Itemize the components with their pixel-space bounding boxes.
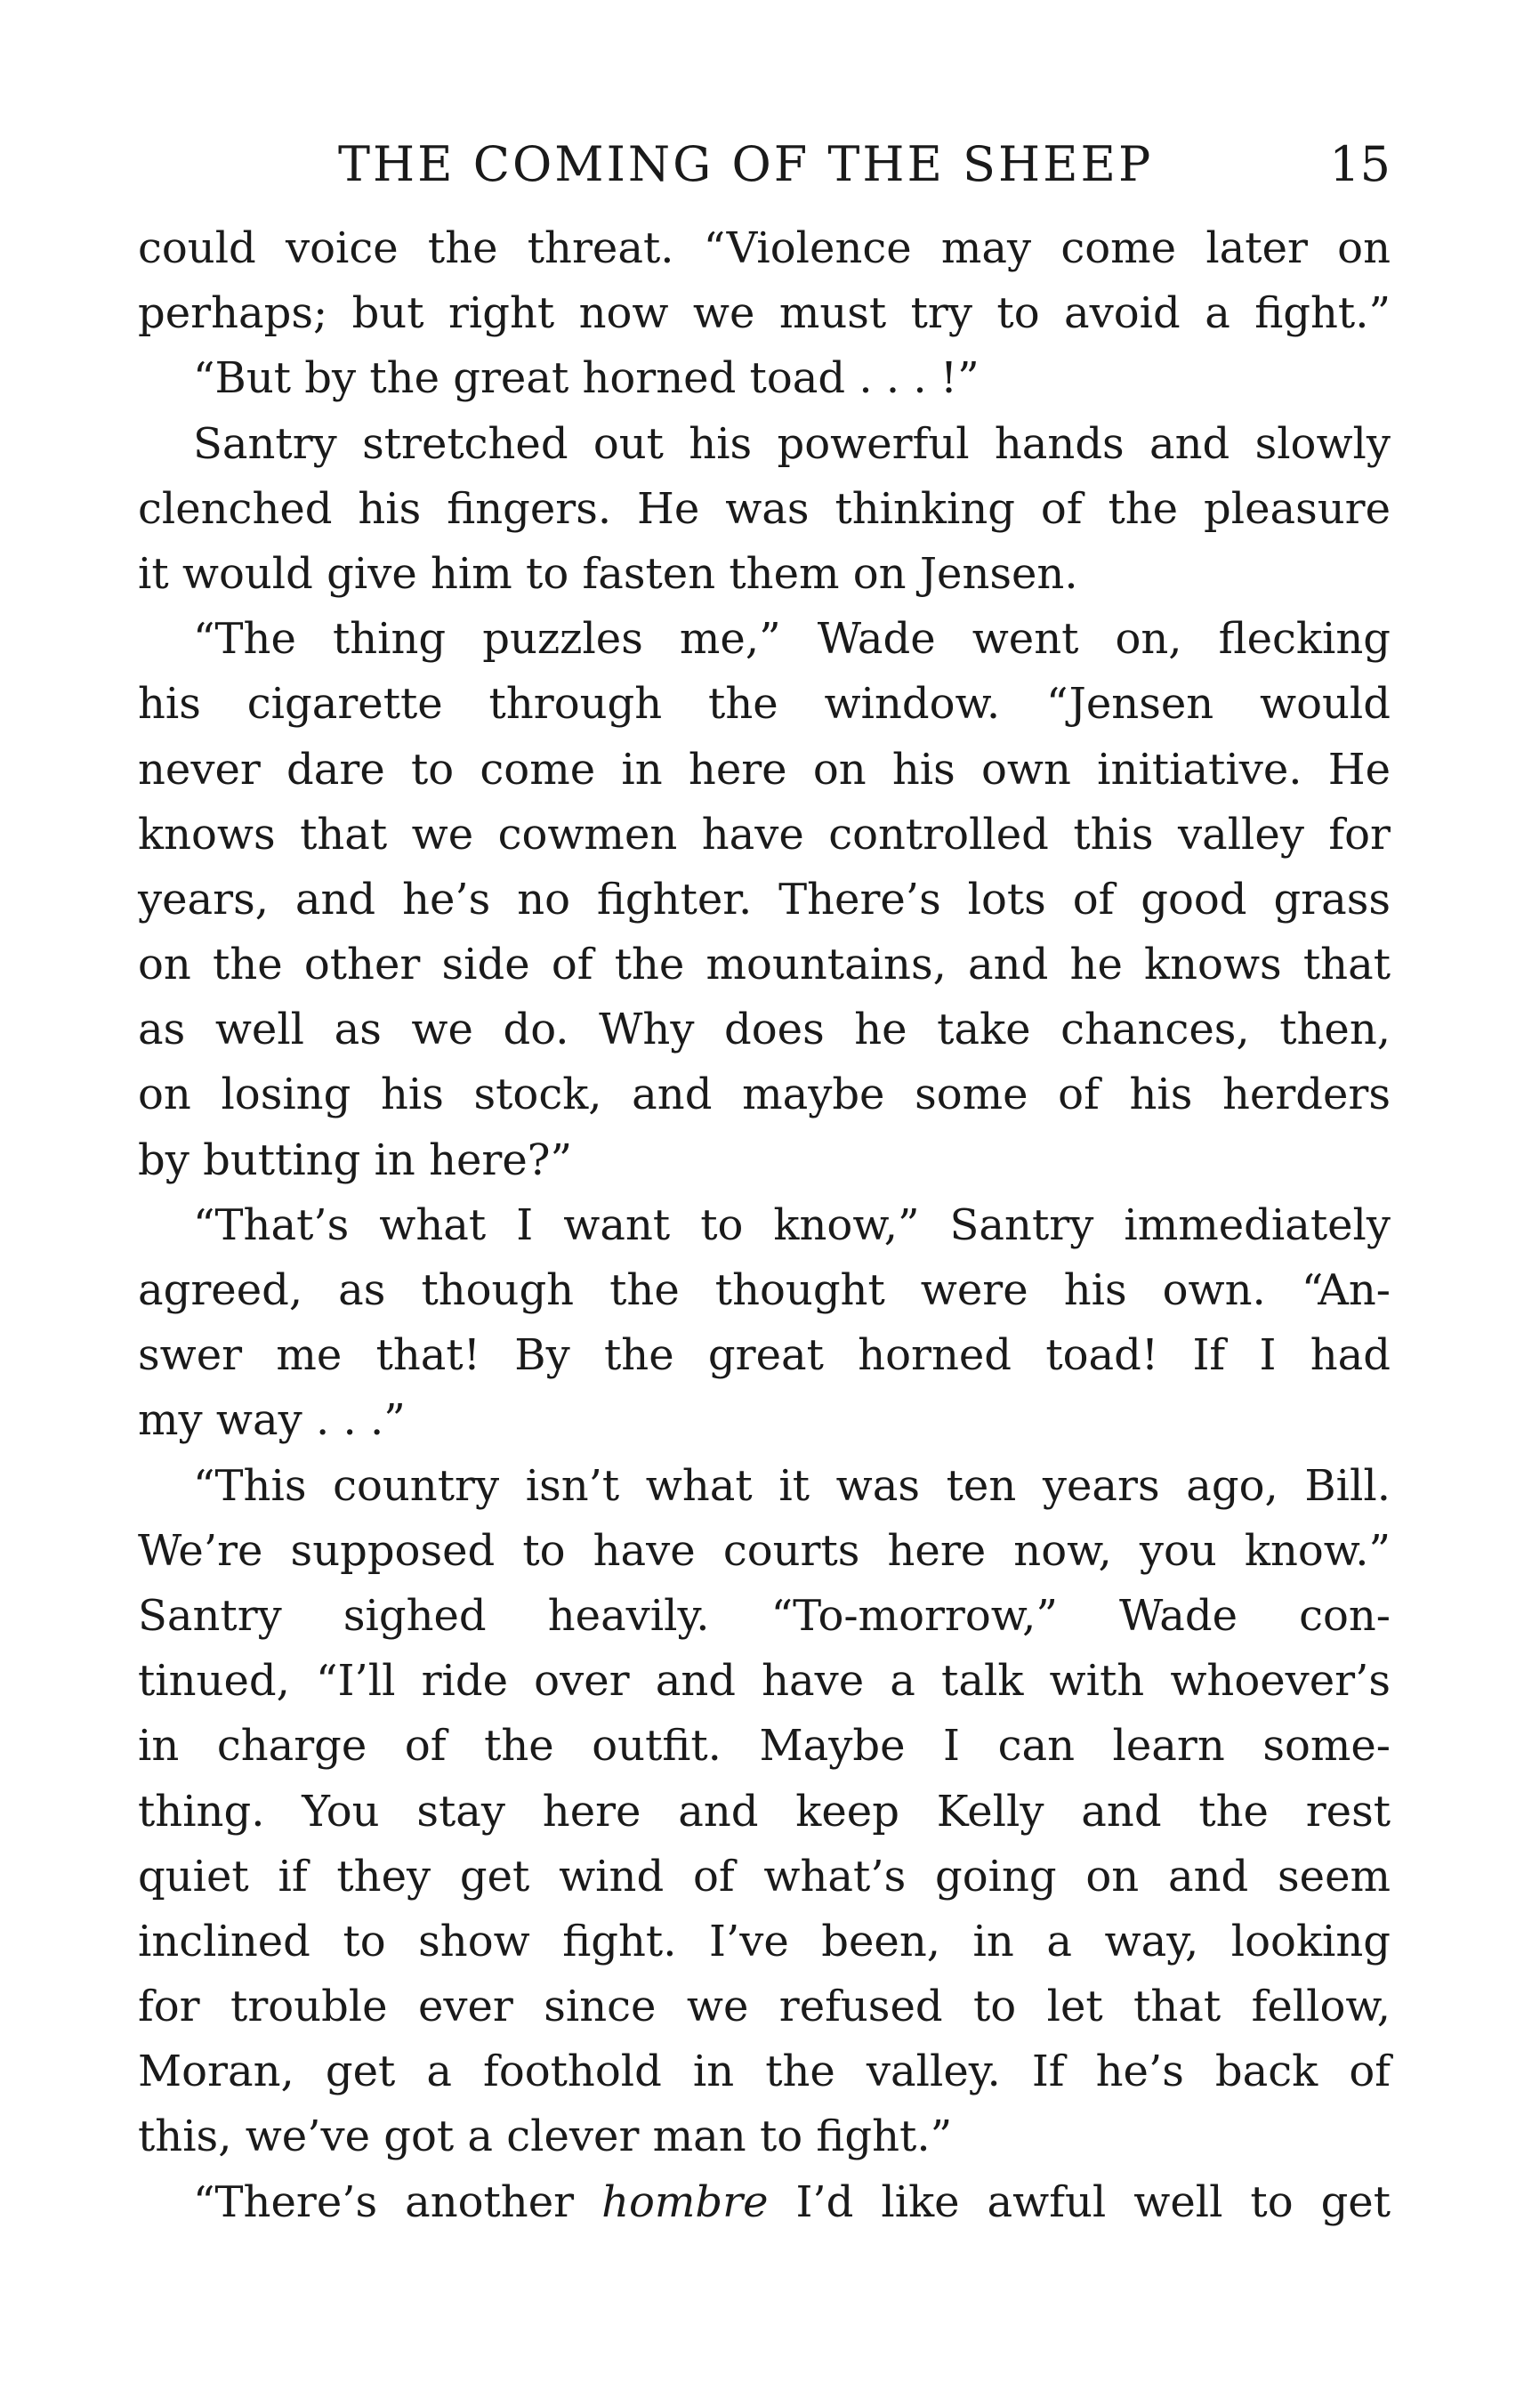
text-line: “The thing puzzles me,” Wade went on, flecking: [193, 614, 1391, 665]
text-line: this, we’ve got a clever man to fight.”: [138, 2111, 953, 2162]
text-line: it would give him to fasten them on Jensen.: [138, 548, 1078, 599]
text-line: in charge of the outfit. Maybe I can learn some-: [138, 1721, 1391, 1772]
text-line: as well as we do. Why does he take chances, then,: [138, 1005, 1391, 1055]
text-line: swer me that! By the great horned toad! If I had: [138, 1330, 1391, 1381]
text-line: on the other side of the mountains, and he knows that: [138, 940, 1391, 990]
text-line: knows that we cowmen have controlled this valley for: [138, 809, 1391, 860]
text-line: years, and he’s no fighter. There’s lots of good grass: [138, 874, 1391, 924]
text-line: Santry sighed heavily. “To-morrow,” Wade con-: [138, 1590, 1391, 1641]
text-line: tinued, “I’ll ride over and have a talk with whoever’s: [138, 1656, 1391, 1707]
text-segment: “There’s another: [193, 2176, 602, 2227]
text-line: quiet if they get wind of what’s going on and seem: [138, 1851, 1391, 1901]
text-line: by butting in here?”: [138, 1134, 573, 1185]
text-line: “This country isn’t what it was ten years ago, Bill.: [193, 1460, 1391, 1511]
text-line: perhaps; but right now we must try to avoid a fight.”: [138, 288, 1391, 339]
text-segment: I’d like awful well to get: [768, 2176, 1391, 2227]
text-line: agreed, as though the thought were his own. “An-: [138, 1265, 1391, 1315]
body-text: [138, 216, 1391, 2235]
text-line: my way . . .”: [138, 1395, 406, 1446]
italic-word: hombre: [601, 2176, 769, 2227]
text-line: clenched his fingers. He was thinking of the pleasure: [138, 483, 1391, 534]
page-number: 15: [1329, 136, 1391, 192]
text-line: on losing his stock, and maybe some of his herders: [138, 1070, 1391, 1120]
text-line: inclined to show fight. I’ve been, in a way, looking: [138, 1916, 1391, 1966]
text-line: could voice the threat. “Violence may come later on: [138, 223, 1391, 273]
text-line: Moran, get a foothold in the valley. If he’s back of: [138, 2047, 1391, 2097]
text-line: We’re supposed to have courts here now, you know.”: [138, 1525, 1391, 1576]
running-head: [138, 125, 1391, 205]
text-line: Santry stretched out his powerful hands and slowly: [193, 418, 1391, 469]
text-line: for trouble ever since we refused to let that fellow,: [138, 1982, 1391, 2032]
running-head-title: THE COMING OF THE SHEEP: [338, 136, 1154, 192]
text-line: “That’s what I want to know,” Santry immediately: [193, 1199, 1391, 1250]
text-line: “But by the great horned toad . . . !”: [193, 353, 980, 404]
text-line: thing. You stay here and keep Kelly and the rest: [138, 1786, 1391, 1837]
text-line: never dare to come in here on his own initiative. He: [138, 744, 1391, 795]
text-line-last: [138, 2170, 1391, 2235]
text-line: his cigarette through the window. “Jensen would: [138, 679, 1391, 730]
